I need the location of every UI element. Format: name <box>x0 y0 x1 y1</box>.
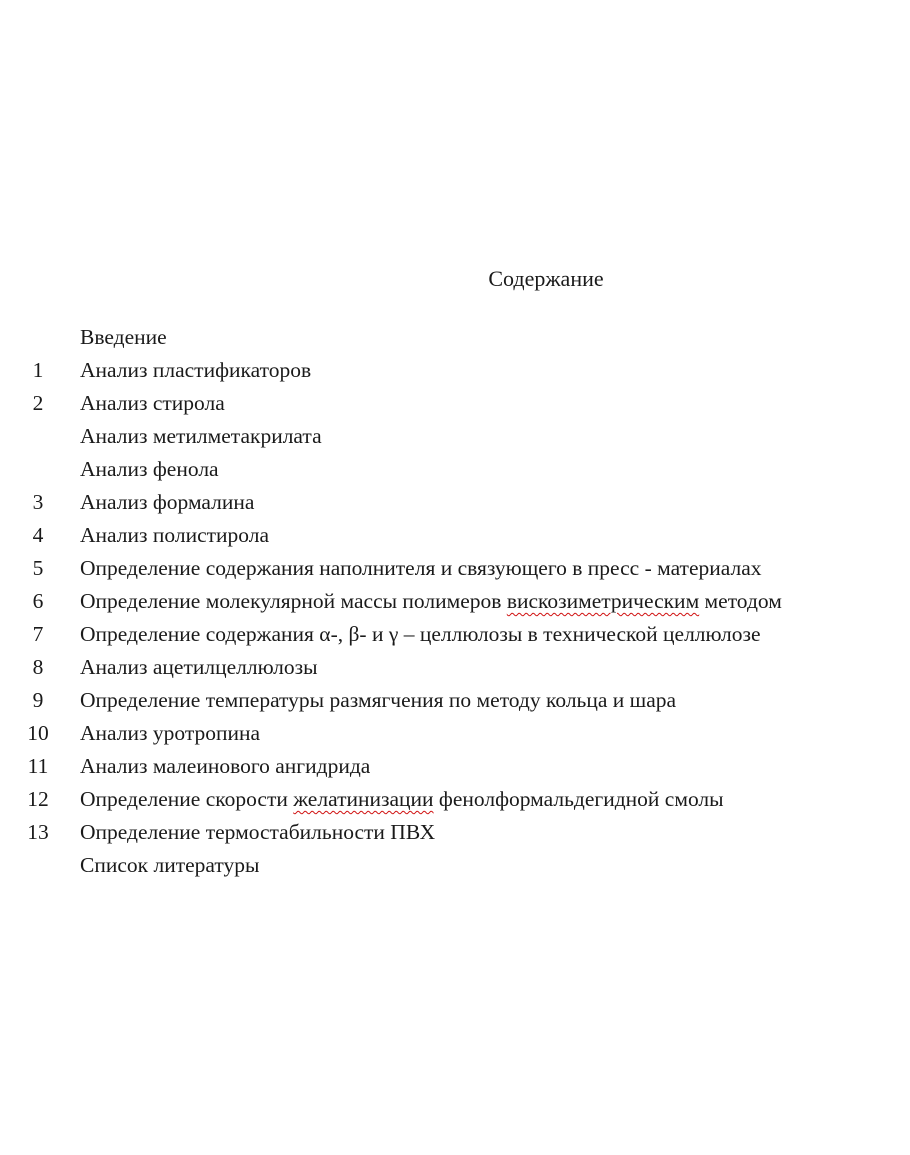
toc-entry-text: Анализ стирола <box>80 391 225 415</box>
toc-entry-number: 5 <box>32 556 44 580</box>
toc-entry-6 <box>0 585 910 618</box>
toc-entry-phenol <box>0 453 910 486</box>
toc-entry-5 <box>0 552 910 585</box>
toc-entry-7 <box>0 618 910 651</box>
toc-entry-11 <box>0 750 910 783</box>
toc-entry-8 <box>0 651 910 684</box>
toc-entry-text: Анализ метилметакрилата <box>80 424 322 448</box>
spellcheck-flagged-word: желатинизации <box>293 787 434 811</box>
spellcheck-flagged-word: вискозиметрическим <box>506 589 700 613</box>
toc-entry-number: 3 <box>32 490 44 514</box>
toc-entry-number: 6 <box>32 589 44 613</box>
toc-entry-number: 1 <box>32 358 44 382</box>
toc-entry-text: Анализ уротропина <box>80 721 261 745</box>
toc-entry-number: 10 <box>27 721 49 745</box>
toc-entry-text-before: Определение скорости <box>80 787 294 811</box>
toc-entry-number: 8 <box>32 655 44 679</box>
toc-entry-text-after: фенолформальдегидной смолы <box>433 787 724 811</box>
toc-entry-intro <box>0 321 910 354</box>
toc-entry-text: Определение содержания α-, β- и γ – целлюлозы в технической целлюлозе <box>80 622 761 646</box>
toc-entry-13 <box>0 816 910 849</box>
toc-entry-text: Определение содержания наполнителя и связующего в пресс - материалах <box>80 556 762 580</box>
toc-entry-number: 9 <box>32 688 44 712</box>
toc-entry-number: 7 <box>32 622 44 646</box>
toc-entry-methylmethacrylate <box>0 420 910 453</box>
toc-entry-4 <box>0 519 910 552</box>
toc-entry-text: Анализ формалина <box>80 490 255 514</box>
toc-entry-text <box>80 585 782 618</box>
toc-entry-2 <box>0 387 910 420</box>
toc-entry-number: 4 <box>32 523 44 547</box>
toc-entry-9 <box>0 684 910 717</box>
toc-entry-text: Список литературы <box>80 853 260 877</box>
toc-entry-12 <box>0 783 910 816</box>
toc-list <box>0 321 910 882</box>
toc-entry-text: Анализ фенола <box>80 457 219 481</box>
toc-entry-number: 2 <box>32 391 44 415</box>
toc-entry-text: Анализ малеинового ангидрида <box>80 754 371 778</box>
toc-entry-3 <box>0 486 910 519</box>
toc-title: Содержание <box>488 266 604 291</box>
toc-entry-text: Анализ ацетилцеллюлозы <box>80 655 318 679</box>
toc-entry-text-before: Определение молекулярной массы полимеров <box>80 589 507 613</box>
toc-entry-10 <box>0 717 910 750</box>
toc-entry-references <box>0 849 910 882</box>
toc-entry-number: 13 <box>27 820 49 844</box>
toc-entry-1 <box>0 354 910 387</box>
toc-entry-text-after: методом <box>699 589 782 613</box>
toc-entry-text: Определение температуры размягчения по методу кольца и шара <box>80 688 677 712</box>
toc-entry-text <box>80 783 724 816</box>
toc-entry-number: 11 <box>27 754 49 778</box>
toc-entry-number: 12 <box>27 787 49 811</box>
toc-entry-text: Определение термостабильности ПВХ <box>80 820 436 844</box>
toc-entry-text: Анализ пластификаторов <box>80 358 312 382</box>
toc-entry-text: Введение <box>80 325 167 349</box>
toc-entry-text: Анализ полистирола <box>80 523 270 547</box>
